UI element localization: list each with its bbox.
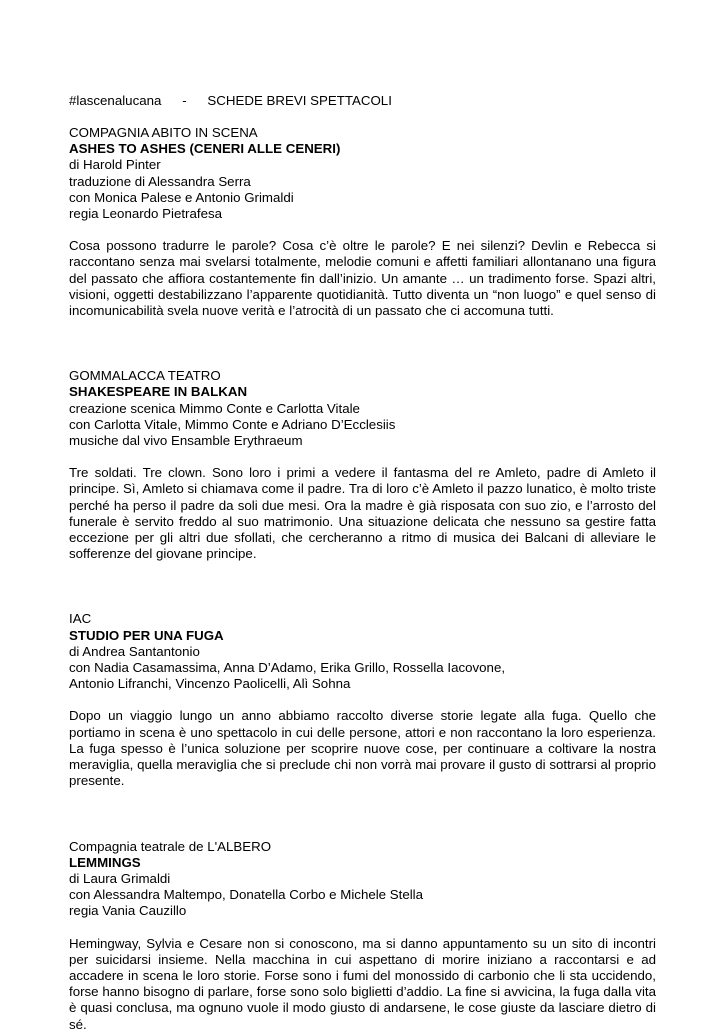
section-spacer xyxy=(69,790,656,839)
company-name: Compagnia teatrale de L'ALBERO xyxy=(69,838,272,854)
show-description: Cosa possono tradurre le parole? Cosa c’è oltre le parole? E nei silenzi? Devlin e Rebecca si raccontano senza mai svelarsi totalmente, melodie comuni e affetti familiari allontanano una figura del passato che affiora costantemente fin dall’inizio. Un amante … un tradimento forse. Spazi altri, visioni, oggetti destabilizzano l’apparente quotidianità. Tutto diventa un “non luogo” e quel senso di incomunicabilità svela nuove verità e l’atrocità di un passato che ci accomuna tutti. xyxy=(69,238,656,319)
document-header xyxy=(69,93,656,109)
show-title: STUDIO PER UNA FUGA xyxy=(69,627,224,643)
header-separator: - xyxy=(182,93,187,108)
hashtag: #lascenalucana xyxy=(69,93,162,108)
company-name: IAC xyxy=(69,611,92,627)
credit-line: traduzione di Alessandra Serra xyxy=(69,173,251,189)
show-title: SHAKESPEARE IN BALKAN xyxy=(69,384,248,400)
credit-line: di Andrea Santantonio xyxy=(69,643,200,659)
credit-line: con Monica Palese e Antonio Grimaldi xyxy=(69,189,294,205)
show-title: LEMMINGS xyxy=(69,854,141,870)
credit-line: creazione scenica Mimmo Conte e Carlotta Vitale xyxy=(69,400,360,416)
show-description: Hemingway, Sylvia e Cesare non si conoscono, ma si danno appuntamento su un sito di incontri per suicidarsi insieme. Nella macchina in cui aspettano di morire iniziano a raccontarsi e ad accadere in scena le loro storie. Forse sono i fumi del monossido di carbonio che li sta uccidendo, forse hanno bisogno di parlare, forse sono solo biglietti d’addio. La fine si avvicina, la fuga dalla vita è quasi conclusa, ma ognuno vuole il modo giusto di andarsene, le cose giuste da lasciare dietro di sé. xyxy=(69,935,656,1032)
show-entry xyxy=(69,125,656,319)
document-page xyxy=(69,93,656,1033)
show-entry xyxy=(69,368,656,562)
credit-line: con Carlotta Vitale, Mimmo Conte e Adriano D’Ecclesiis xyxy=(69,416,396,432)
company-name: GOMMALACCA TEATRO xyxy=(69,368,221,384)
credit-line: con Nadia Casamassima, Anna D’Adamo, Erika Grillo, Rossella Iacovone, xyxy=(69,660,506,676)
credit-line: regia Vania Cauzillo xyxy=(69,903,187,919)
section-spacer xyxy=(69,562,656,611)
show-title: ASHES TO ASHES (CENERI ALLE CENERI) xyxy=(69,141,341,157)
credit-line: regia Leonardo Pietrafesa xyxy=(69,206,223,222)
credit-line: di Harold Pinter xyxy=(69,157,161,173)
credit-line: con Alessandra Maltempo, Donatella Corbo e Michele Stella xyxy=(69,887,424,903)
show-entry xyxy=(69,839,656,1033)
show-description: Tre soldati. Tre clown. Sono loro i primi a vedere il fantasma del re Amleto, padre di Amleto il principe. Sì, Amleto si chiamava come il padre. Tra di loro c’è Amleto il pazzo lunatico, è molto triste perché ha perso il padre da soli due mesi. Ora la madre è già risposata con suo zio, e l’arrosto del funerale è servito freddo al suo matrimonio. Una situazione delicata che nessuno sa gestire fatta eccezione per gli altri due sfollati, che cercheranno a ritmo di musica dei Balcani di alleviare le sofferenze del giovane principe. xyxy=(69,465,656,562)
show-entry xyxy=(69,611,656,789)
credit-line: di Laura Grimaldi xyxy=(69,870,171,886)
credit-line: musiche dal vivo Ensamble Erythraeum xyxy=(69,433,303,449)
company-name: COMPAGNIA ABITO IN SCENA xyxy=(69,125,258,140)
document-title: SCHEDE BREVI SPETTACOLI xyxy=(207,93,392,108)
show-description: Dopo un viaggio lungo un anno abbiamo raccolto diverse storie legate alla fuga. Quello che portiamo in scena è uno spettacolo in cui delle persone, attori e non raccontano la loro esperienza. La fuga spesso è l’unica soluzione per scoprire nuove cose, per continuare a coltivare la nostra meraviglia, quella meraviglia che si preclude chi non vorrà mai provare il gusto di sottrarsi al proprio presente. xyxy=(69,708,656,789)
credit-line: Antonio Lifranchi, Vincenzo Paolicelli, Alì Sohna xyxy=(69,676,351,692)
section-spacer xyxy=(69,319,656,368)
